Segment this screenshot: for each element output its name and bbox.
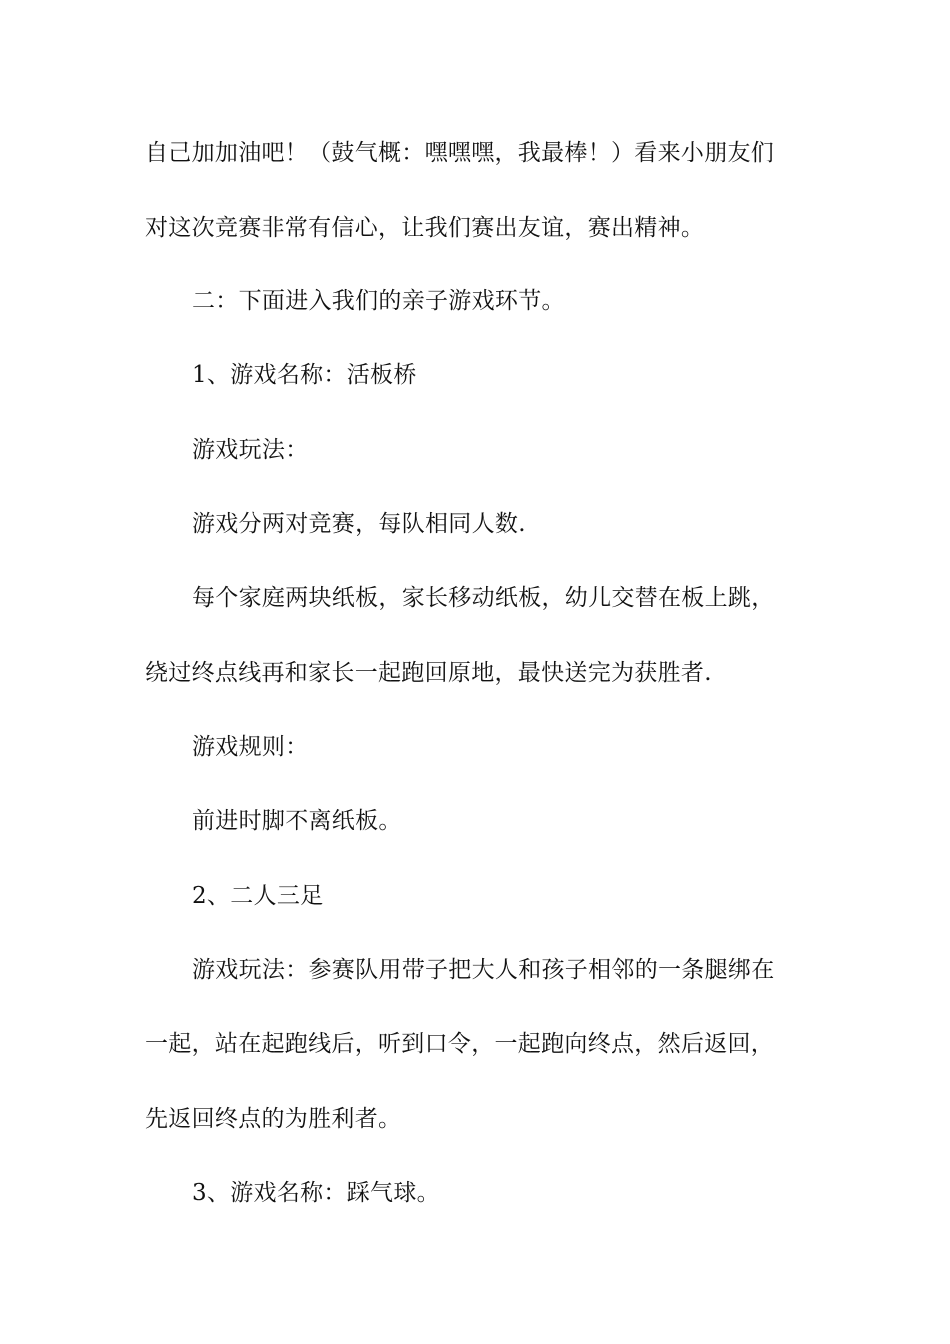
- section-heading: 二：下面进入我们的亲子游戏环节。: [192, 288, 565, 314]
- subheading: 游戏规则：: [192, 734, 309, 760]
- game-title: 3、游戏名称：踩气球。: [192, 1180, 440, 1206]
- paragraph-line: 每个家庭两块纸板，家长移动纸板，幼儿交替在板上跳，: [192, 585, 775, 611]
- paragraph-line: 先返回终点的为胜利者。: [145, 1106, 402, 1132]
- paragraph-line: 对这次竞赛非常有信心，让我们赛出友谊，赛出精神。: [145, 215, 705, 241]
- game-title: 2、二人三足: [192, 883, 324, 909]
- paragraph-line: 游戏玩法：参赛队用带子把大人和孩子相邻的一条腿绑在: [192, 957, 775, 983]
- paragraph-line: 绕过终点线再和家长一起跑回原地，最快送完为获胜者.: [145, 660, 712, 686]
- subheading: 游戏玩法：: [192, 437, 309, 463]
- paragraph-line: 前进时脚不离纸板。: [192, 808, 402, 834]
- paragraph-line: 一起，站在起跑线后，听到口令，一起跑向终点，然后返回，: [145, 1031, 775, 1057]
- paragraph-line: 自己加加油吧！（鼓气概：嘿嘿嘿，我最棒！）看来小朋友们: [145, 140, 775, 166]
- game-title: 1、游戏名称：活板桥: [192, 362, 417, 388]
- paragraph-line: 游戏分两对竞赛，每队相同人数.: [192, 511, 526, 537]
